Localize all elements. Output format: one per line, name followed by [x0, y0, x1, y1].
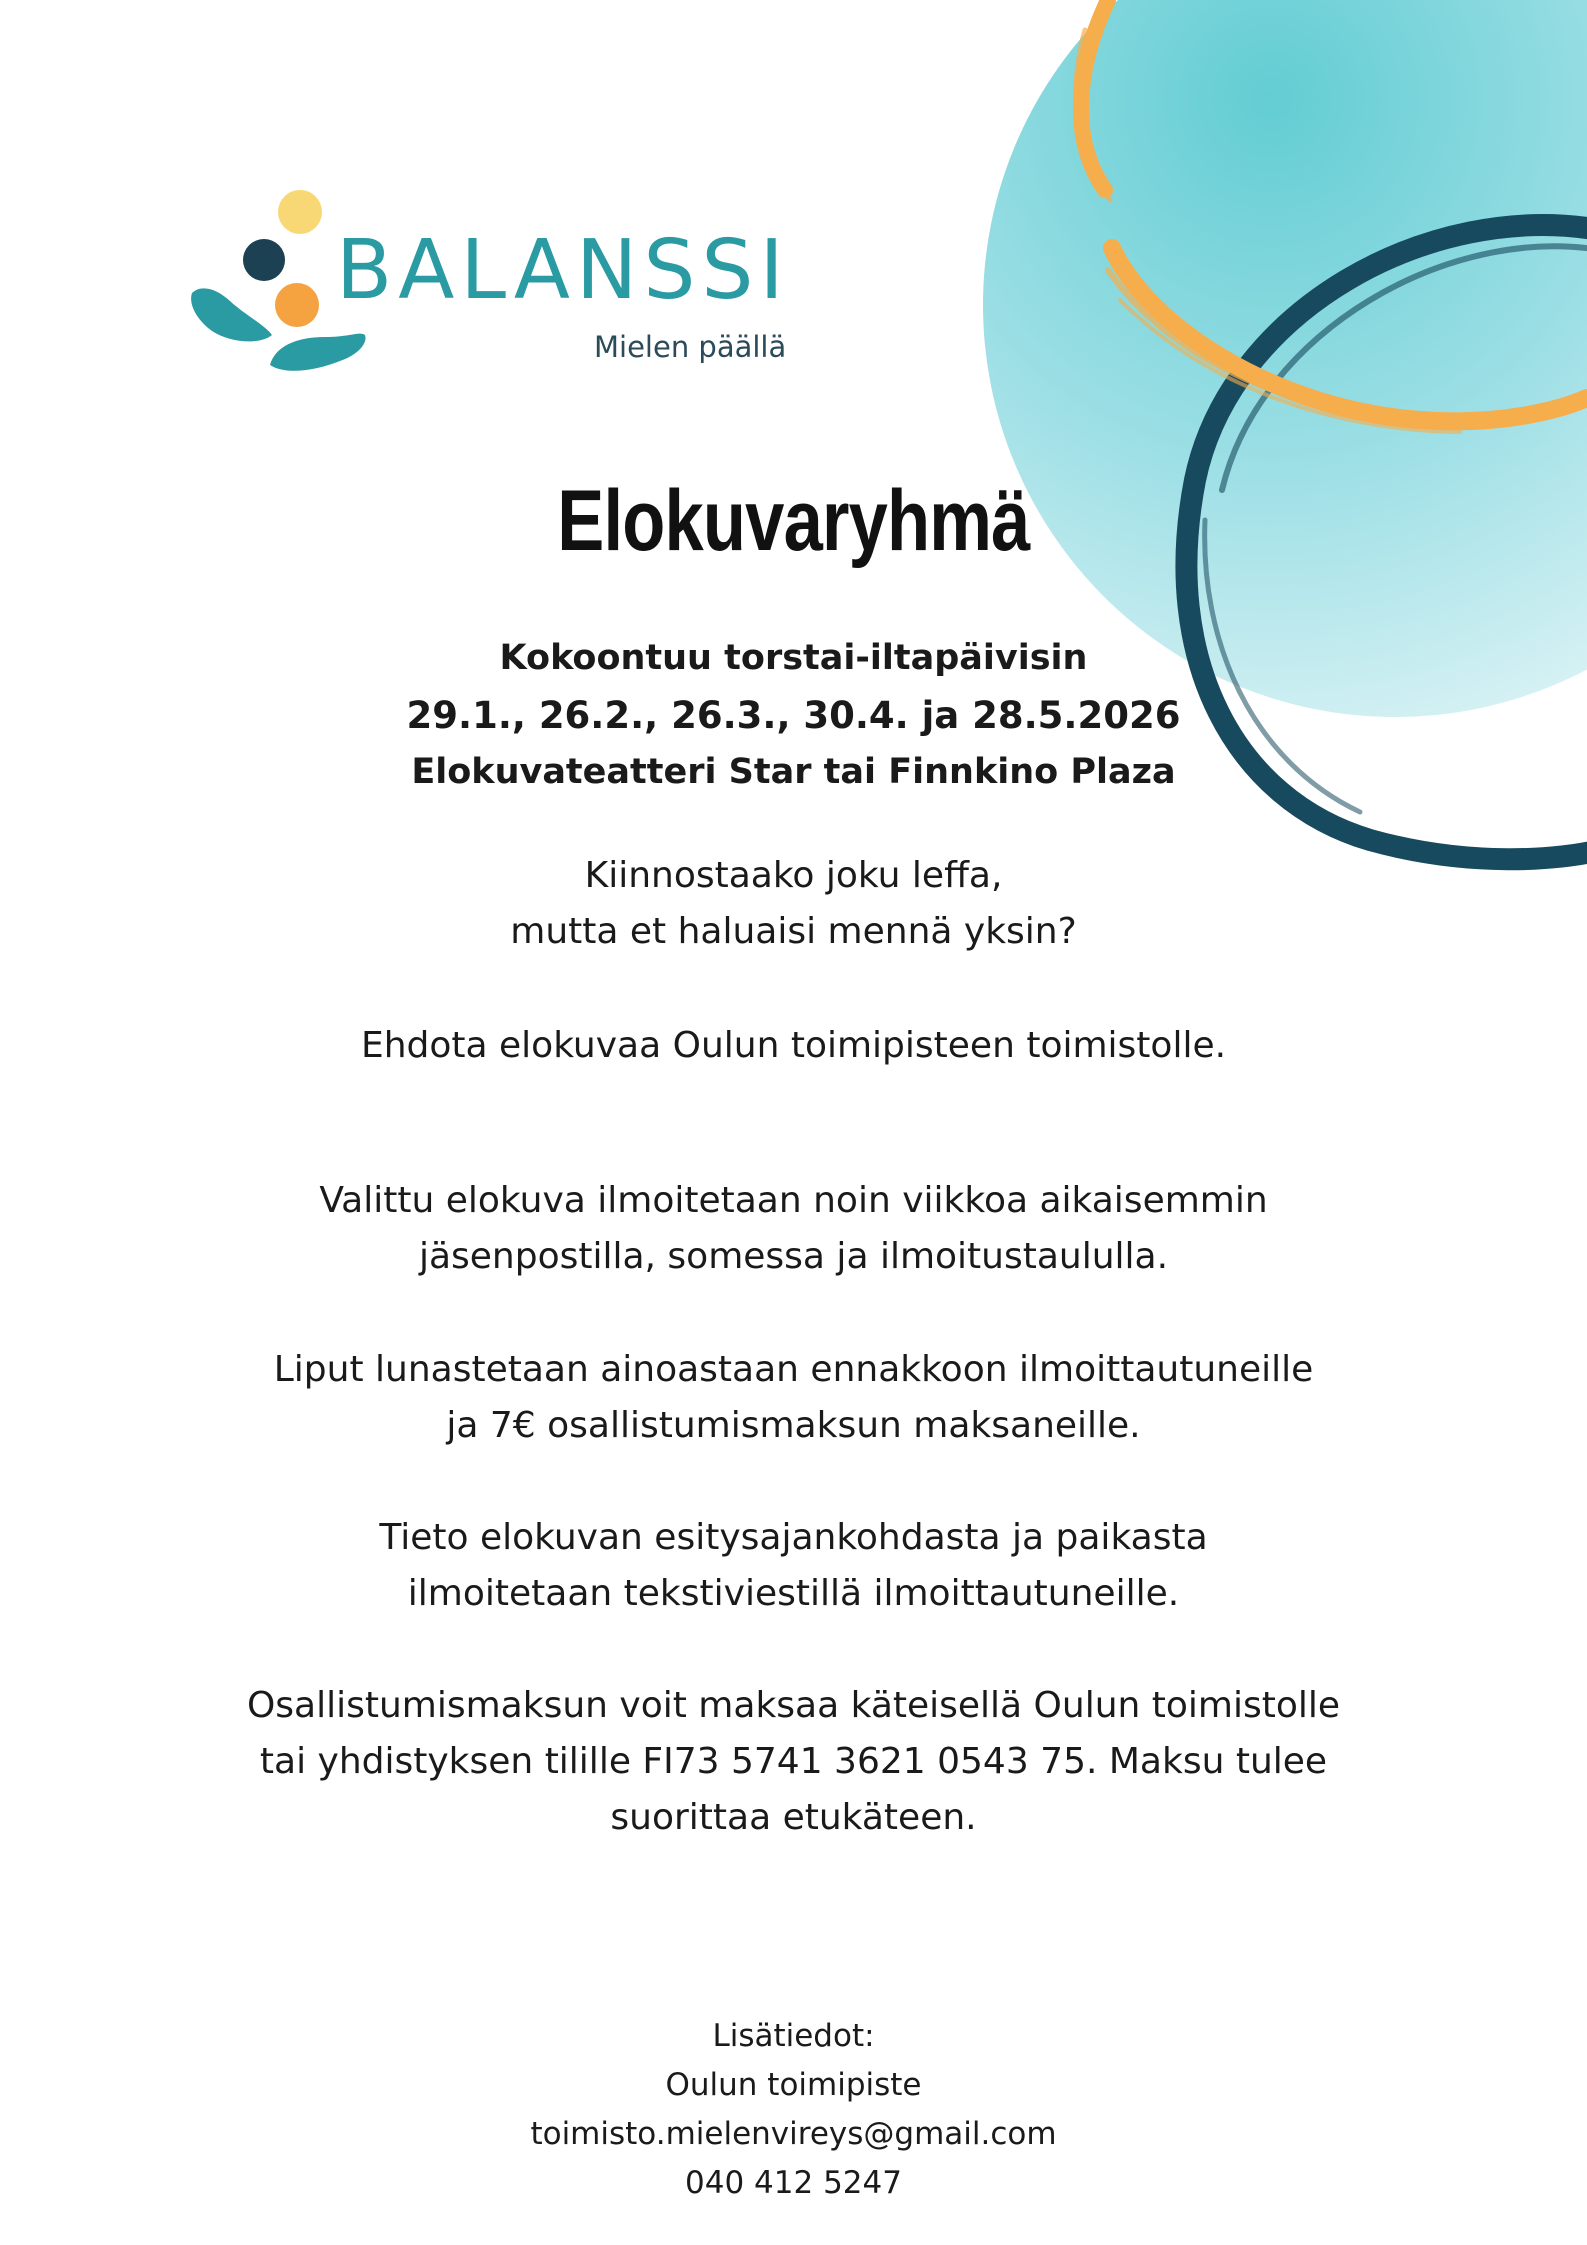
paragraph-line: tai yhdistyksen tilille FI73 5741 3621 0543 75. Maksu tulee [259, 1741, 1328, 1782]
logo-right-hand [270, 334, 366, 371]
paragraph-line: Tieto elokuvan esitysajankohdasta ja paikasta [379, 1517, 1208, 1558]
brand-name: BALANSSI [336, 223, 790, 318]
contact-email: toimisto.mielenvireys@gmail.com [530, 2116, 1057, 2152]
paragraph-line: ilmoitetaan tekstiviestillä ilmoittautuneille. [407, 1573, 1180, 1614]
page-title: Elokuvaryhmä [557, 472, 1030, 569]
schedule-block [0, 630, 1587, 801]
contact-heading: Lisätiedot: [712, 2018, 875, 2054]
logo-left-hand [191, 288, 272, 341]
paragraph-line: Ehdota elokuvaa Oulun toimipisteen toimistolle. [360, 1025, 1227, 1066]
paragraph-line: suorittaa etukäteen. [610, 1797, 977, 1838]
paragraph-payment [0, 1678, 1587, 1846]
logo-yellow-dot [278, 190, 322, 234]
contact-office: Oulun toimipiste [665, 2067, 922, 2103]
paragraph-announce [0, 1173, 1587, 1285]
schedule-venue: Elokuvateatteri Star tai Finnkino Plaza [411, 752, 1176, 792]
paragraph-intro [0, 848, 1587, 960]
paragraph-info [0, 1510, 1587, 1622]
brand-tagline: Mielen päällä [594, 330, 787, 364]
paragraph-line: mutta et haluaisi mennä yksin? [510, 911, 1077, 952]
paragraph-suggest [0, 1018, 1587, 1074]
paragraph-line: Kiinnostaako joku leffa, [584, 855, 1003, 896]
paragraph-tickets [0, 1342, 1587, 1454]
schedule-line: Kokoontuu torstai-iltapäivisin [499, 638, 1088, 678]
contact-phone: 040 412 5247 [685, 2165, 902, 2201]
paragraph-line: Liput lunastetaan ainoastaan ennakkoon ilmoittautuneille [273, 1349, 1314, 1390]
paragraph-line: Osallistumismaksun voit maksaa käteisellä Oulun toimistolle [246, 1685, 1341, 1726]
contact-block [0, 2012, 1587, 2208]
logo-orange-dot [275, 283, 319, 327]
logo-navy-dot [243, 239, 285, 281]
schedule-dates: 29.1., 26.2., 26.3., 30.4. ja 28.5.2026 [406, 694, 1181, 737]
paragraph-line: ja 7€ osallistumismaksun maksaneille. [446, 1405, 1141, 1446]
paragraph-line: Valittu elokuva ilmoitetaan noin viikkoa aikaisemmin [319, 1180, 1268, 1221]
paragraph-line: jäsenpostilla, somessa ja ilmoitustaululla. [418, 1236, 1169, 1277]
